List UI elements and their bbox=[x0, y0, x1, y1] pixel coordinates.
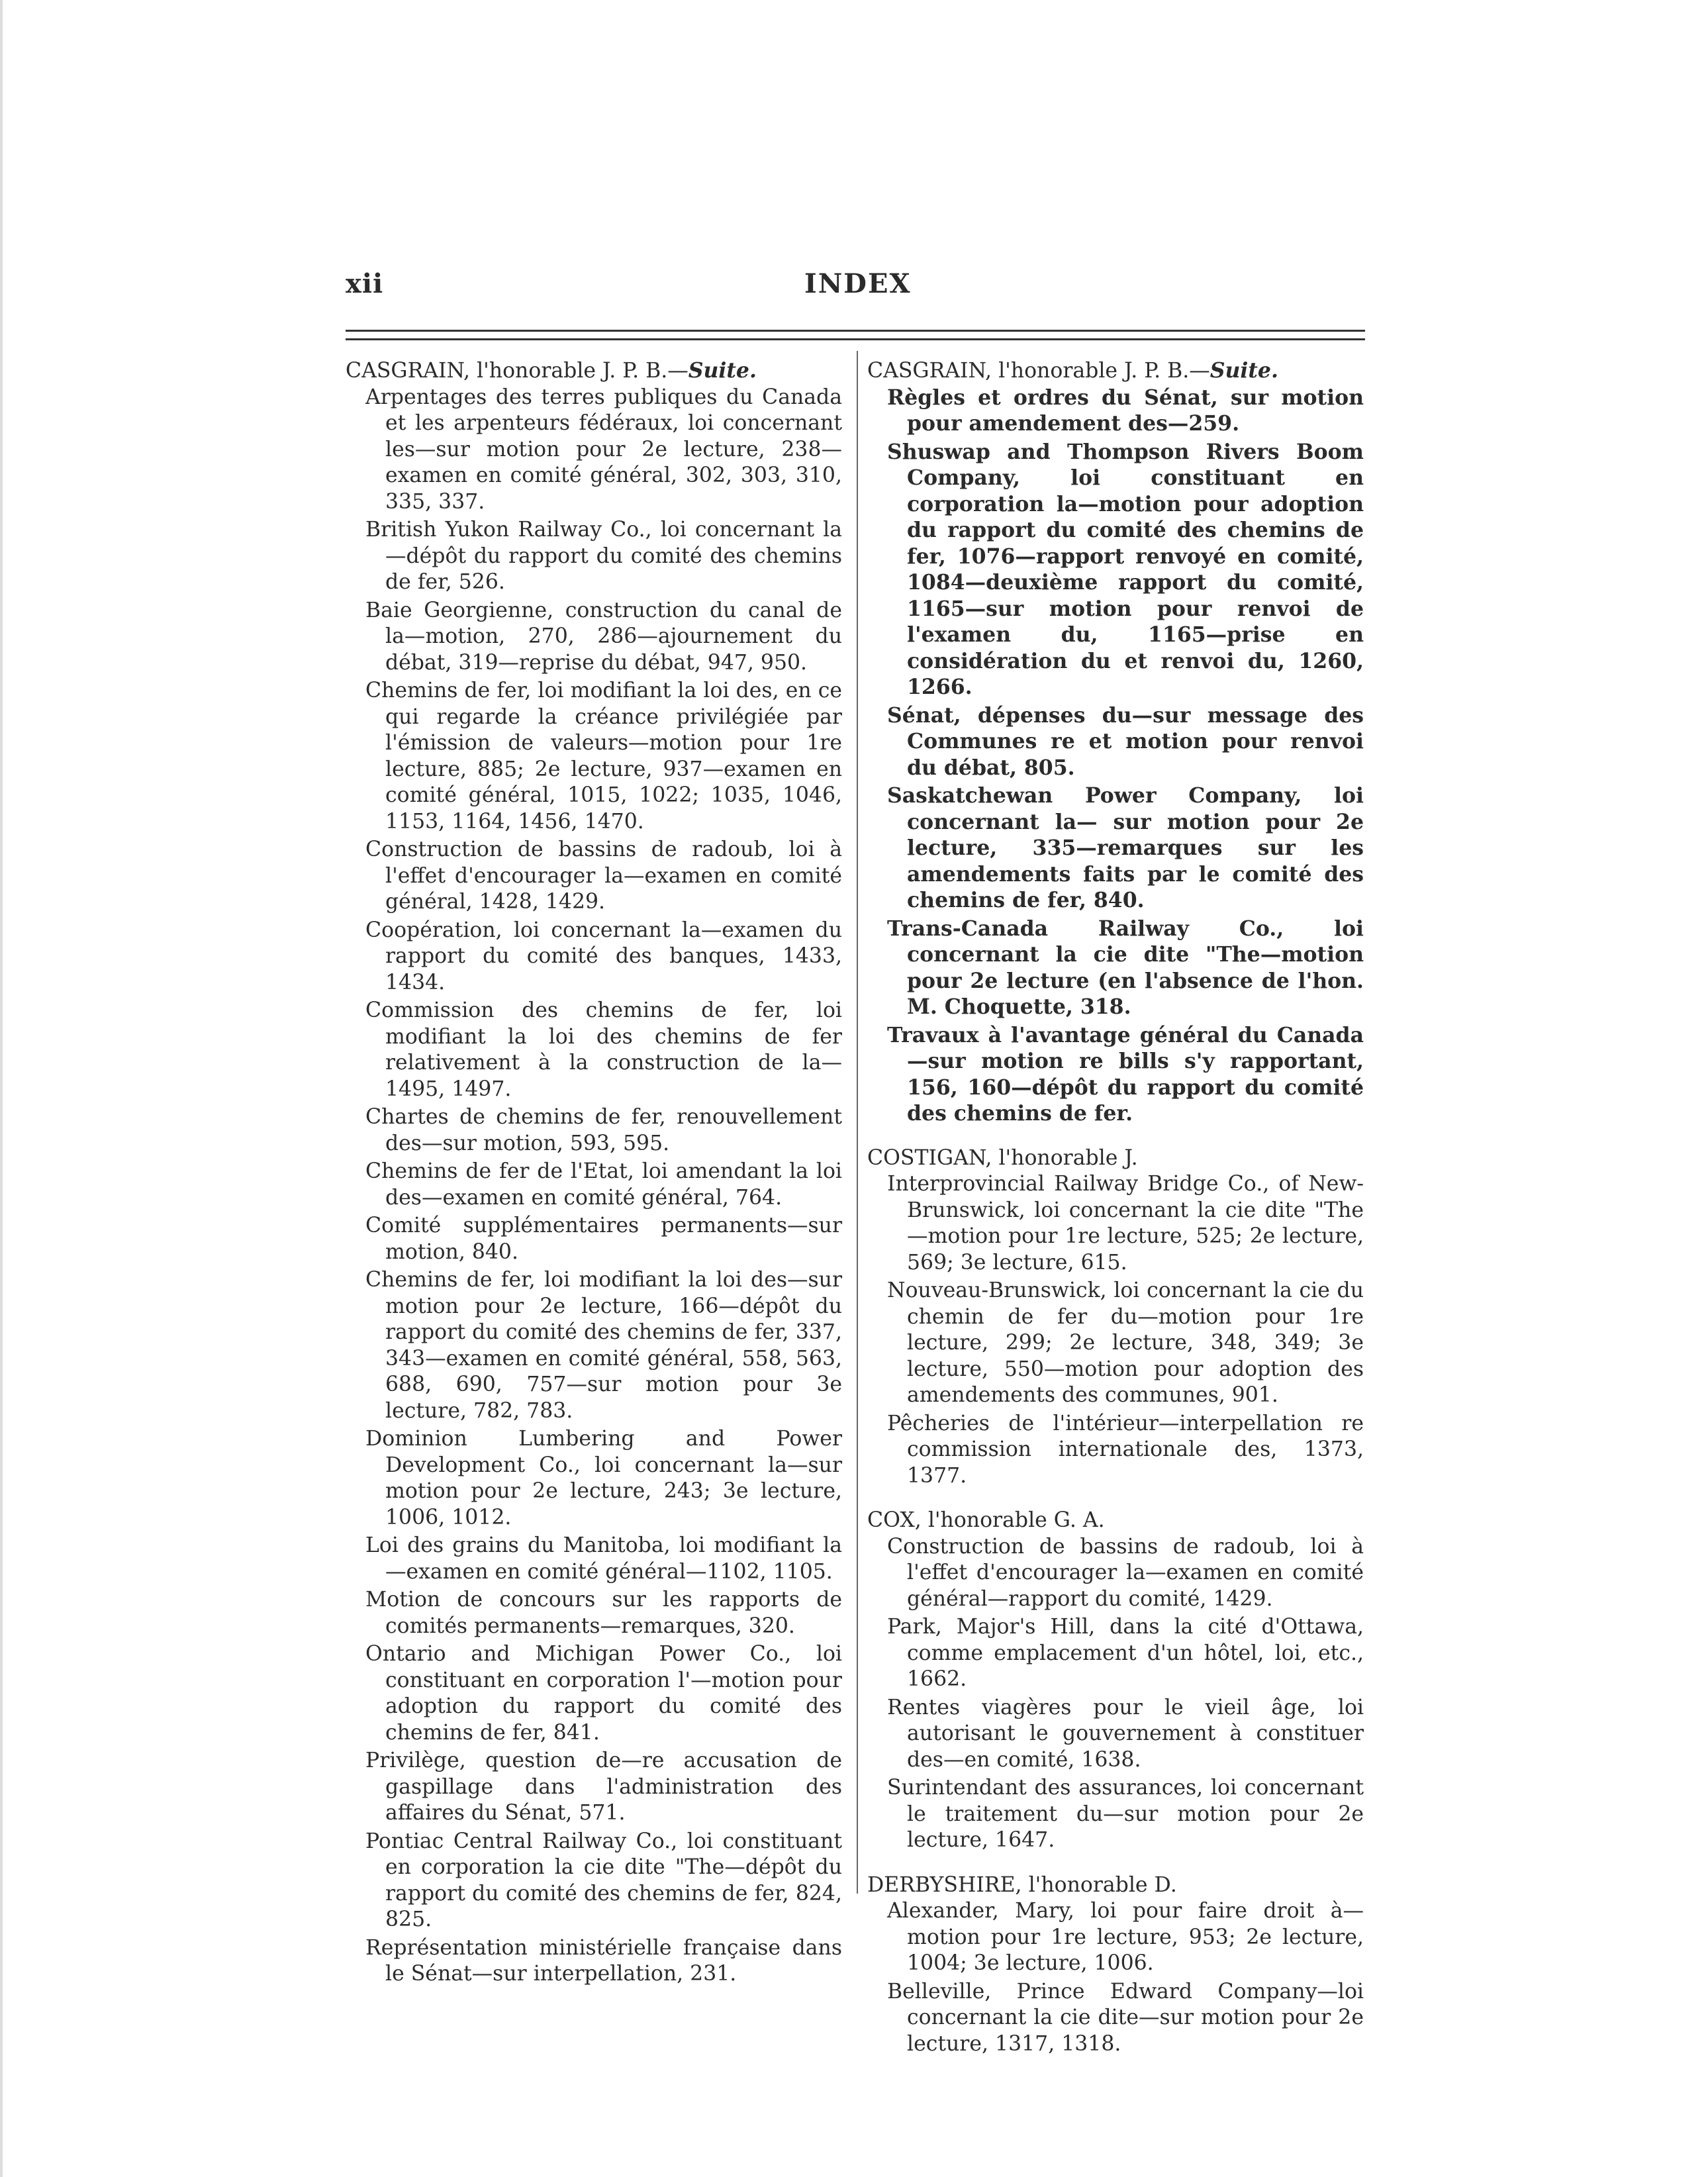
index-entry: Coopération, loi concernant la—examen du rapport du comité des banques, 1433, 1434. bbox=[365, 918, 842, 994]
index-entry: Ontario and Michigan Power Co., loi constituant en corporation l'—motion pour adoption du rapport du comité des chemins de fer, 841. bbox=[365, 1642, 842, 1745]
right-column bbox=[867, 358, 1364, 2059]
index-entry: Construction de bassins de radoub, loi à l'effet d'encourager la—examen en comité général, 1428, 1429. bbox=[365, 838, 842, 914]
page-title: INDEX bbox=[804, 268, 912, 299]
index-entry: Trans-Canada Railway Co., loi concernant la cie dite "The—motion pour 2e lecture (en l'absence de l'hon. M. Choquette, 318. bbox=[887, 916, 1364, 1019]
index-entry: Shuswap and Thompson Rivers Boom Company, loi constituant en corporation la—motion pour adoption du rapport du comité des chemins de fer, 1076—rapport renvoyé en comité, 1084—deuxième rapport du comité, 1165—sur motion pour renvoi de l'examen du, 1165—prise en considération du et renvoi du, 1260, 1266. bbox=[887, 439, 1364, 699]
index-heading-casgrain bbox=[346, 358, 842, 385]
index-entry: Surintendant des assurances, loi concernant le traitement du—sur motion pour 2e lecture, 1647. bbox=[887, 1776, 1364, 1852]
index-entry: British Yukon Railway Co., loi concernant la—dépôt du rapport du comité des chemins de fer, 526. bbox=[365, 518, 842, 594]
index-entry: Saskatchewan Power Company, loi concernant la— sur motion pour 2e lecture, 335—remarques sur les amendements faits par le comité des chemins de fer, 840. bbox=[887, 783, 1364, 912]
index-entry: Comité supplémentaires permanents—sur motion, 840. bbox=[365, 1214, 842, 1264]
heading-suite: Suite. bbox=[688, 358, 757, 383]
index-entry: Chemins de fer, loi modifiant la loi des—sur motion pour 2e lecture, 166—dépôt du rapport du comité des chemins de fer, 337, 343—examen en comité général, 558, 563, 688, 690, 757—sur motion pour 3e lecture, 782, 783. bbox=[365, 1268, 842, 1423]
index-entry: Park, Major's Hill, dans la cité d'Ottawa, comme emplacement d'un hôtel, loi, etc., 1662. bbox=[887, 1615, 1364, 1691]
index-entry: Interprovincial Railway Bridge Co., of New-Brunswick, loi concernant la cie dite "The—motion pour 1re lecture, 525; 2e lecture, 569; 3e lecture, 615. bbox=[887, 1172, 1364, 1275]
page-number: xii bbox=[346, 268, 384, 299]
left-column bbox=[346, 358, 842, 1990]
index-heading-costigan: COSTIGAN, l'honorable J. bbox=[867, 1145, 1138, 1170]
column-divider bbox=[857, 351, 858, 1894]
index-entry: Arpentages des terres publiques du Canada et les arpenteurs fédéraux, loi concernant les—sur motion pour 2e lecture, 238—examen en comité général, 302, 303, 310, 335, 337. bbox=[365, 385, 842, 514]
index-entry: Dominion Lumbering and Power Development Co., loi concernant la—sur motion pour 2e lecture, 243; 3e lecture, 1006, 1012. bbox=[365, 1427, 842, 1529]
index-entry: Rentes viagères pour le vieil âge, loi autorisant le gouvernement à constituer des—en comité, 1638. bbox=[887, 1695, 1364, 1772]
index-entry: Pontiac Central Railway Co., loi constituant en corporation la cie dite "The—dépôt du rapport du comité des chemins de fer, 824, 825. bbox=[365, 1829, 842, 1931]
index-entry: Représentation ministérielle française dans le Sénat—sur interpellation, 231. bbox=[365, 1935, 842, 1986]
header-rule-bottom bbox=[346, 338, 1365, 340]
index-entry: Sénat, dépenses du—sur message des Communes re et motion pour renvoi du débat, 805. bbox=[887, 702, 1364, 780]
index-entry: Motion de concours sur les rapports de comités permanents—remarques, 320. bbox=[365, 1588, 842, 1638]
index-entry: Construction de bassins de radoub, loi à l'effet d'encourager la—examen en comité général—rapport du comité, 1429. bbox=[887, 1534, 1364, 1611]
index-entry: Belleville, Prince Edward Company—loi concernant la cie dite—sur motion pour 2e lecture, 1317, 1318. bbox=[887, 1979, 1364, 2056]
index-entry: Travaux à l'avantage général du Canada—sur motion re bills s'y rapportant, 156, 160—dépôt du rapport du comité des chemins de fer. bbox=[887, 1022, 1364, 1126]
index-entry: Alexander, Mary, loi pour faire droit à—motion pour 1re lecture, 953; 2e lecture, 1004; 3e lecture, 1006. bbox=[887, 1899, 1364, 1975]
index-entry: Nouveau-Brunswick, loi concernant la cie du chemin de fer du—motion pour 1re lecture, 299; 2e lecture, 348, 349; 3e lecture, 550—motion pour adoption des amendements des communes, 901. bbox=[887, 1279, 1364, 1407]
heading-name: CASGRAIN, l'honorable J. P. B.— bbox=[867, 359, 1210, 383]
index-entry: Commission des chemins de fer, loi modifiant la loi des chemins de fer relativement à la construction de la—1495, 1497. bbox=[365, 998, 842, 1101]
page-edge bbox=[0, 0, 3, 2177]
heading-suite: Suite. bbox=[1210, 358, 1278, 383]
header-rule-top bbox=[346, 330, 1365, 332]
index-entry: Baie Georgienne, construction du canal de la—motion, 270, 286—ajournement du débat, 319—reprise du débat, 947, 950. bbox=[365, 598, 842, 675]
index-entry: Chemins de fer de l'Etat, loi amendant la loi des—examen en comité général, 764. bbox=[365, 1159, 842, 1210]
index-entry: Loi des grains du Manitoba, loi modifiant la—examen en comité général—1102, 1105. bbox=[365, 1533, 842, 1584]
index-entry: Chemins de fer, loi modifiant la loi des, en ce qui regarde la créance privilégiée par l'émission de valeurs—motion pour 1re lecture, 885; 2e lecture, 937—examen en comité général, 1015, 1022; 1035, 1046, 1153, 1164, 1456, 1470. bbox=[365, 679, 842, 834]
heading-name: CASGRAIN, l'honorable J. P. B.— bbox=[346, 359, 688, 383]
index-entry: Chartes de chemins de fer, renouvellement des—sur motion, 593, 595. bbox=[365, 1105, 842, 1155]
index-heading-casgrain bbox=[867, 358, 1364, 385]
index-heading-derbyshire: DERBYSHIRE, l'honorable D. bbox=[867, 1872, 1177, 1897]
index-entry: Privilège, question de—re accusation de gaspillage dans l'administration des affaires du Sénat, 571. bbox=[365, 1749, 842, 1825]
index-entry: Règles et ordres du Sénat, sur motion pour amendement des—259. bbox=[887, 385, 1364, 436]
index-heading-cox: COX, l'honorable G. A. bbox=[867, 1508, 1105, 1532]
index-entry: Pêcheries de l'intérieur—interpellation re commission internationale des, 1373, 1377. bbox=[887, 1411, 1364, 1488]
